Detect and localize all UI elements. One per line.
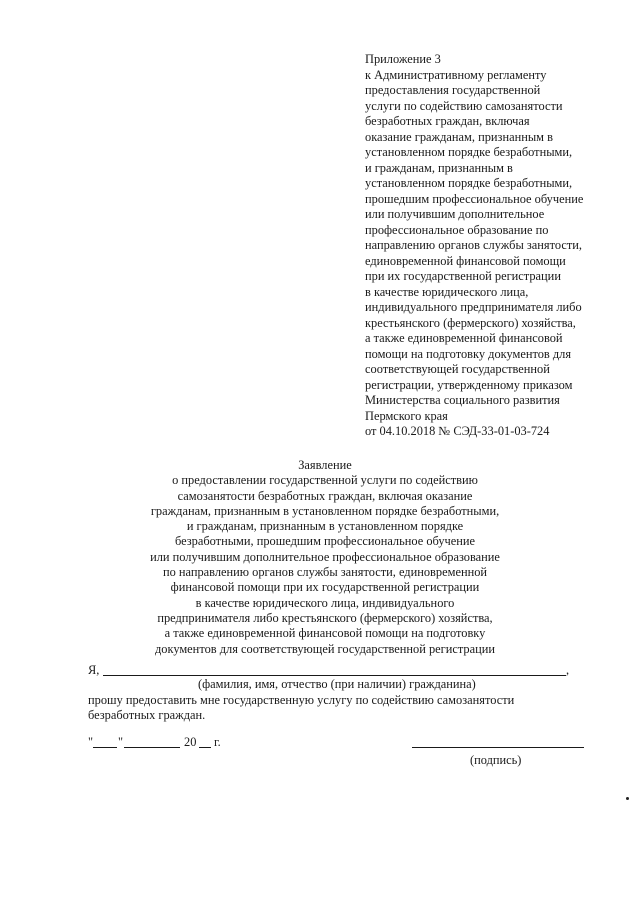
- appendix-line: а также единовременной финансовой: [365, 331, 563, 345]
- appendix-line: Приложение 3: [365, 52, 441, 66]
- date-year-prefix: 20: [184, 735, 197, 749]
- name-prefix: Я,: [88, 663, 100, 677]
- appendix-line: от 04.10.2018 № СЭД-33-01-03-724: [365, 424, 550, 438]
- scan-speck: [626, 797, 629, 800]
- appendix-line: крестьянского (фермерского) хозяйства,: [365, 315, 576, 330]
- appendix-line: соответствующей государственной: [365, 362, 550, 376]
- signature-field[interactable]: [412, 734, 584, 748]
- signature-caption: (подпись): [470, 753, 522, 767]
- appendix-line: Министерства социального развития: [365, 393, 560, 407]
- application-description-line: а также единовременной финансовой помощи на подготовку: [164, 626, 486, 641]
- application-heading: Заявление: [298, 458, 352, 472]
- appendix-line: оказание гражданам, признанным в: [365, 129, 553, 144]
- appendix-line: профессиональное образование по: [365, 222, 549, 237]
- appendix-line: единовременной финансовой помощи: [365, 253, 566, 268]
- appendix-line: индивидуального предпринимателя либо: [365, 300, 582, 314]
- date-quote-close: ": [118, 735, 124, 749]
- appendix-line: или получившим дополнительное: [365, 207, 545, 221]
- date-year-suffix: г.: [214, 735, 221, 749]
- appendix-line: при их государственной регистрации: [365, 269, 561, 283]
- date-quote-open: ": [88, 735, 94, 749]
- name-suffix: ,: [566, 663, 570, 677]
- date-month-field[interactable]: [124, 734, 180, 748]
- appendix-line: к Административному регламенту: [365, 67, 547, 82]
- application-description-line: предпринимателя либо крестьянского (фермерского) хозяйства,: [157, 610, 493, 625]
- name-field[interactable]: [103, 661, 566, 676]
- application-description-line: о предоставлении государственной услуги по содействию: [172, 473, 478, 488]
- appendix-line: в качестве юридического лица,: [365, 284, 529, 299]
- appendix-line: предоставления государственной: [365, 83, 541, 97]
- application-description-line: или получившим дополнительное профессиональное образование: [150, 549, 500, 564]
- appendix-line: услуги по содействию самозанятости: [365, 98, 563, 113]
- request-text-line-2: безработных граждан.: [88, 708, 206, 722]
- application-description-line: гражданам, признанным в установленном порядке безработными,: [150, 503, 500, 518]
- date-year-field[interactable]: [199, 734, 211, 748]
- application-description-line: в качестве юридического лица, индивидуального: [195, 595, 455, 610]
- appendix-line: помощи на подготовку документов для: [365, 346, 572, 361]
- name-caption: (фамилия, имя, отчество (при наличии) гражданина): [198, 677, 476, 691]
- application-description-line: и гражданам, признанным в установленном порядке: [186, 519, 464, 534]
- appendix-line: безработных граждан, включая: [365, 114, 530, 128]
- application-description-line: финансовой помощи при их государственной регистрации: [170, 580, 480, 595]
- date-day-field[interactable]: [93, 734, 117, 748]
- appendix-line: и гражданам, признанным в: [365, 160, 513, 175]
- appendix-line: Пермского края: [365, 408, 448, 423]
- application-description-line: документов для соответствующей государственной регистрации: [154, 641, 496, 656]
- appendix-line: установленном порядке безработными,: [365, 145, 573, 159]
- appendix-line: установленном порядке безработными,: [365, 176, 573, 190]
- application-description-line: самозанятости безработных граждан, включая оказание: [177, 488, 473, 503]
- request-text-line-1: прошу предоставить мне государственную услугу по содействию самозанятости: [88, 693, 515, 707]
- appendix-line: регистрации, утвержденному приказом: [365, 377, 573, 392]
- application-title-block: [60, 458, 590, 657]
- application-description-line: по направлению органов службы занятости, единовременной: [162, 565, 488, 580]
- application-description: [60, 473, 590, 657]
- appendix-line: прошедшим профессиональное обучение: [365, 191, 584, 206]
- appendix-header: [365, 52, 630, 440]
- appendix-line: направлению органов службы занятости,: [365, 238, 582, 252]
- application-description-line: безработными, прошедшим профессиональное обучение: [174, 534, 476, 549]
